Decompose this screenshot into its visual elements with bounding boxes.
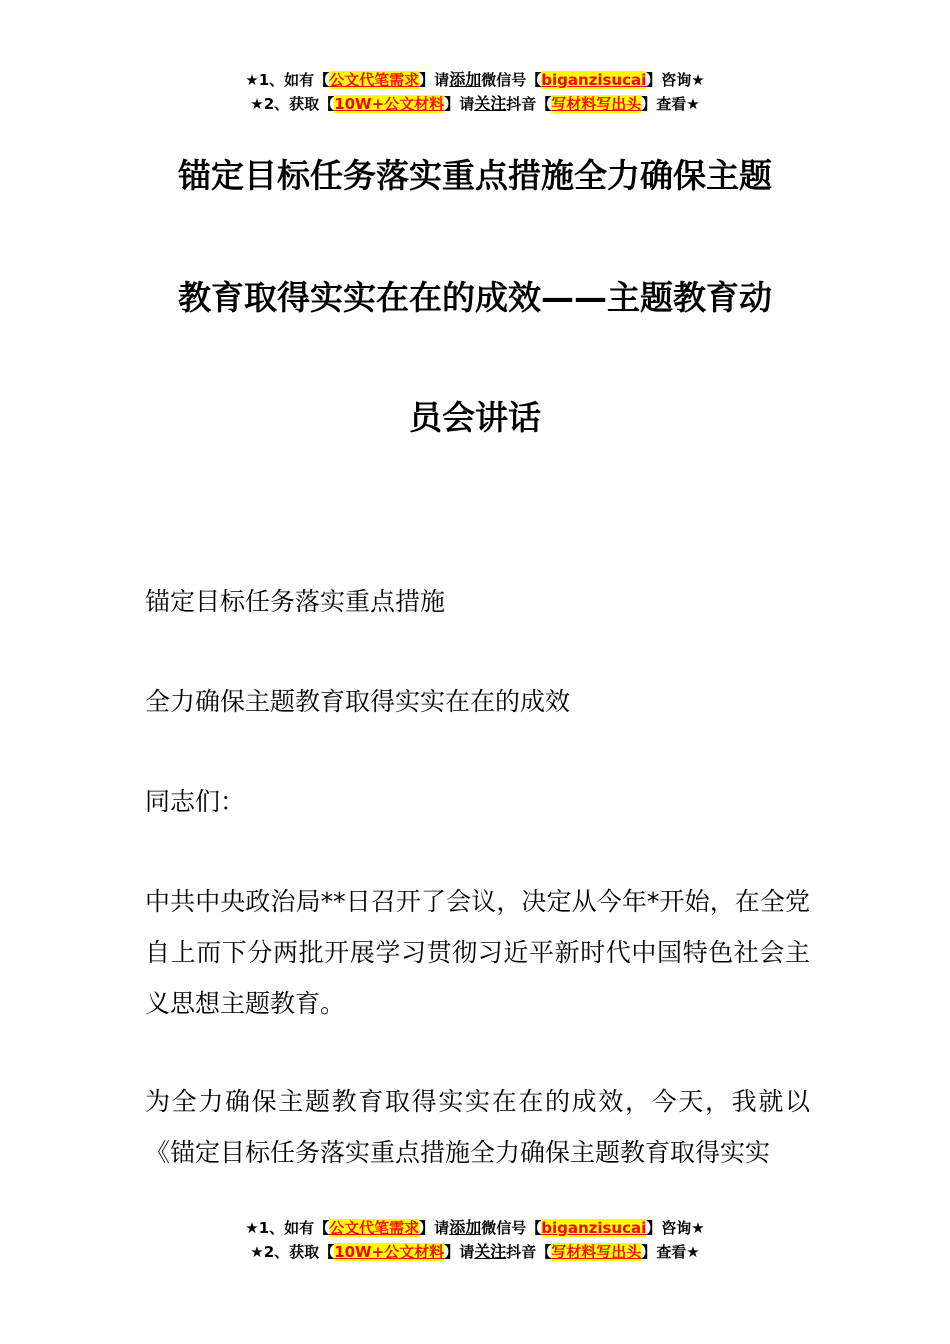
- promo-text: ★2、获取【: [250, 1243, 335, 1261]
- body-paragraph: 中共中央政治局**日召开了会议，决定从今年*开始，在全党自上而下分两批开展学习贯彻习近平新时代中国特色社会主义思想主题教育。: [145, 887, 810, 1018]
- promo-text: 】查看★: [641, 95, 700, 113]
- body-paragraph: 为全力确保主题教育取得实实在在的成效，今天，我就以《锚定目标任务落实重点措施全力确保主题教育取得实实: [145, 1087, 810, 1167]
- promo-text: 抖音【: [506, 1243, 552, 1261]
- promo-highlight: biganzisucai: [541, 1219, 647, 1237]
- promo-text: 】请: [444, 1243, 475, 1261]
- promo-text: 】请: [419, 1219, 450, 1237]
- body-paragraph: 锚定目标任务落实重点措施: [145, 587, 446, 616]
- promo-text: 微信号【: [481, 71, 542, 89]
- promo-highlight: 公文代笔需求: [329, 71, 420, 89]
- promo-highlight: 公文代笔需求: [329, 1219, 420, 1237]
- promo-text: 抖音【: [506, 95, 552, 113]
- promo-text: ★2、获取【: [250, 95, 335, 113]
- promo-line-2: [0, 1240, 950, 1264]
- promo-header: [0, 68, 950, 116]
- document-title-line-3: 员会讲话: [409, 398, 541, 437]
- promo-footer: [0, 1216, 950, 1264]
- promo-emphasis: 添加: [449, 1218, 482, 1237]
- promo-highlight: 写材料写出头: [551, 1243, 642, 1261]
- body-paragraph: 全力确保主题教育取得实实在在的成效: [145, 687, 571, 716]
- promo-line-2: [0, 92, 950, 116]
- promo-text: 】咨询★: [646, 1219, 705, 1237]
- document-title-line-2: 教育取得实实在在的成效——主题教育动: [178, 278, 772, 317]
- promo-emphasis: 关注: [474, 1242, 507, 1261]
- body-paragraph: 同志们：: [145, 787, 246, 816]
- promo-highlight: 10W+公文材料: [334, 1243, 445, 1261]
- promo-text: 】咨询★: [646, 71, 705, 89]
- promo-highlight: 写材料写出头: [551, 95, 642, 113]
- promo-highlight: biganzisucai: [541, 71, 647, 89]
- promo-text: 】请: [444, 95, 475, 113]
- promo-highlight: 10W+公文材料: [334, 95, 445, 113]
- promo-text: 微信号【: [481, 1219, 542, 1237]
- promo-line-1: [0, 68, 950, 92]
- promo-line-1: [0, 1216, 950, 1240]
- promo-emphasis: 关注: [474, 94, 507, 113]
- document-title-line-1: 锚定目标任务落实重点措施全力确保主题: [178, 156, 772, 195]
- promo-text: ★1、如有【: [245, 1219, 330, 1237]
- promo-text: 】查看★: [641, 1243, 700, 1261]
- promo-text: 】请: [419, 71, 450, 89]
- promo-emphasis: 添加: [449, 70, 482, 89]
- promo-text: ★1、如有【: [245, 71, 330, 89]
